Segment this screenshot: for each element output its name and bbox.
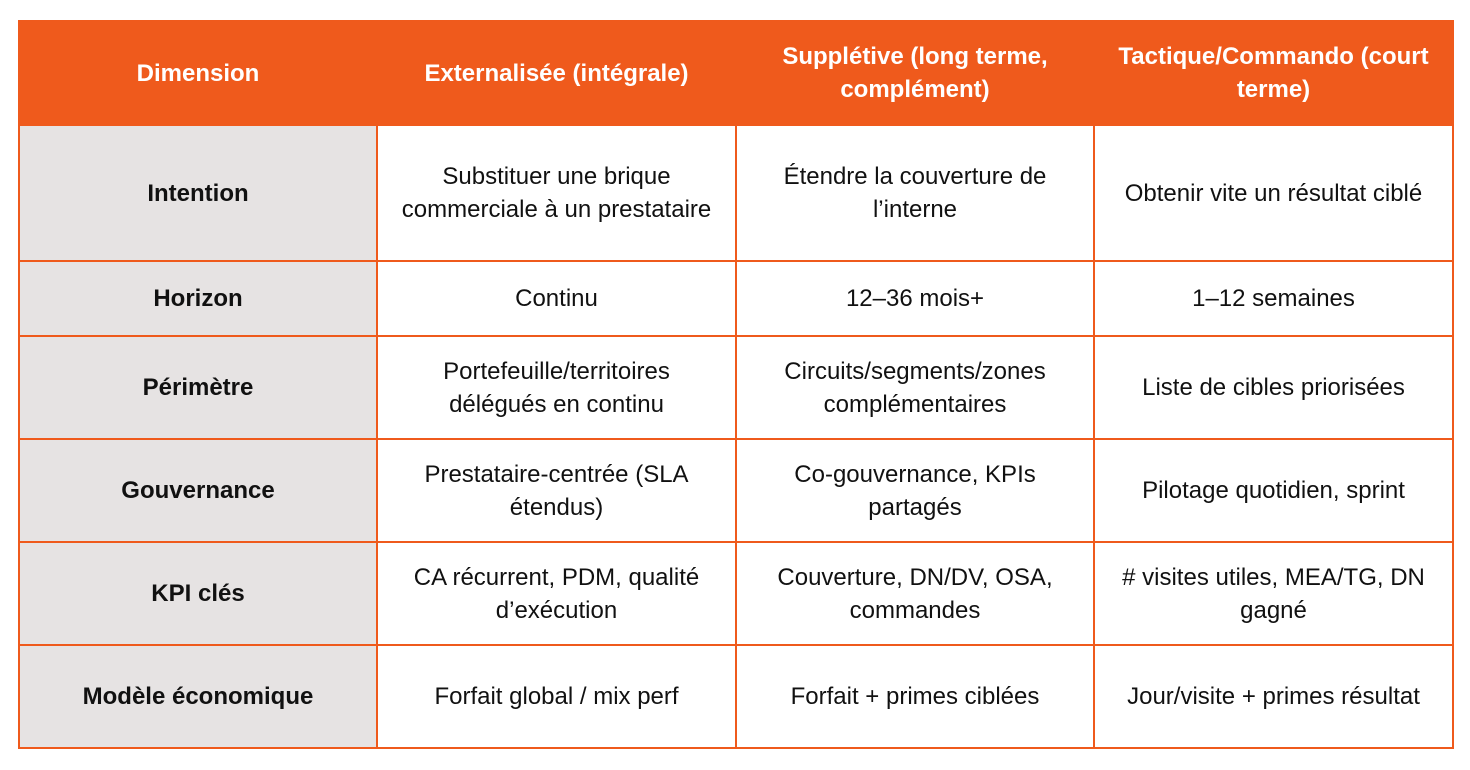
row-label: KPI clés: [19, 542, 377, 645]
table-row: [19, 645, 1453, 748]
table-cell: Forfait + primes ciblées: [736, 645, 1094, 748]
table-cell: Portefeuille/territoires délégués en continu: [377, 336, 736, 439]
table-cell: Étendre la couverture de l’interne: [736, 125, 1094, 261]
table-cell: # visites utiles, MEA/TG, DN gagné: [1094, 542, 1453, 645]
row-label: Intention: [19, 125, 377, 261]
table-cell: Pilotage quotidien, sprint: [1094, 439, 1453, 542]
table-cell: Substituer une brique commerciale à un prestataire: [377, 125, 736, 261]
table-cell: Co-gouvernance, KPIs partagés: [736, 439, 1094, 542]
table-cell: 12–36 mois+: [736, 261, 1094, 336]
table-row: [19, 336, 1453, 439]
table-cell: Forfait global / mix perf: [377, 645, 736, 748]
table-cell: 1–12 semaines: [1094, 261, 1453, 336]
row-label: Horizon: [19, 261, 377, 336]
comparison-table: [18, 20, 1454, 749]
table-cell: Jour/visite + primes résultat: [1094, 645, 1453, 748]
table-cell: Couverture, DN/DV, OSA, commandes: [736, 542, 1094, 645]
table-cell: Obtenir vite un résultat ciblé: [1094, 125, 1453, 261]
header-suppletive: Supplétive (long terme, complément): [736, 21, 1094, 125]
header-row: [19, 21, 1453, 125]
table-row: [19, 261, 1453, 336]
comparison-table-container: [18, 20, 1452, 749]
row-label: Gouvernance: [19, 439, 377, 542]
table-row: [19, 125, 1453, 261]
header-dimension: Dimension: [19, 21, 377, 125]
table-cell: Liste de cibles priorisées: [1094, 336, 1453, 439]
table-cell: Continu: [377, 261, 736, 336]
row-label: Modèle économique: [19, 645, 377, 748]
row-label: Périmètre: [19, 336, 377, 439]
table-cell: CA récurrent, PDM, qualité d’exécution: [377, 542, 736, 645]
header-tactique: Tactique/Commando (court terme): [1094, 21, 1453, 125]
table-cell: Prestataire-centrée (SLA étendus): [377, 439, 736, 542]
table-cell: Circuits/segments/zones complémentaires: [736, 336, 1094, 439]
table-row: [19, 439, 1453, 542]
header-externalisee: Externalisée (intégrale): [377, 21, 736, 125]
table-row: [19, 542, 1453, 645]
